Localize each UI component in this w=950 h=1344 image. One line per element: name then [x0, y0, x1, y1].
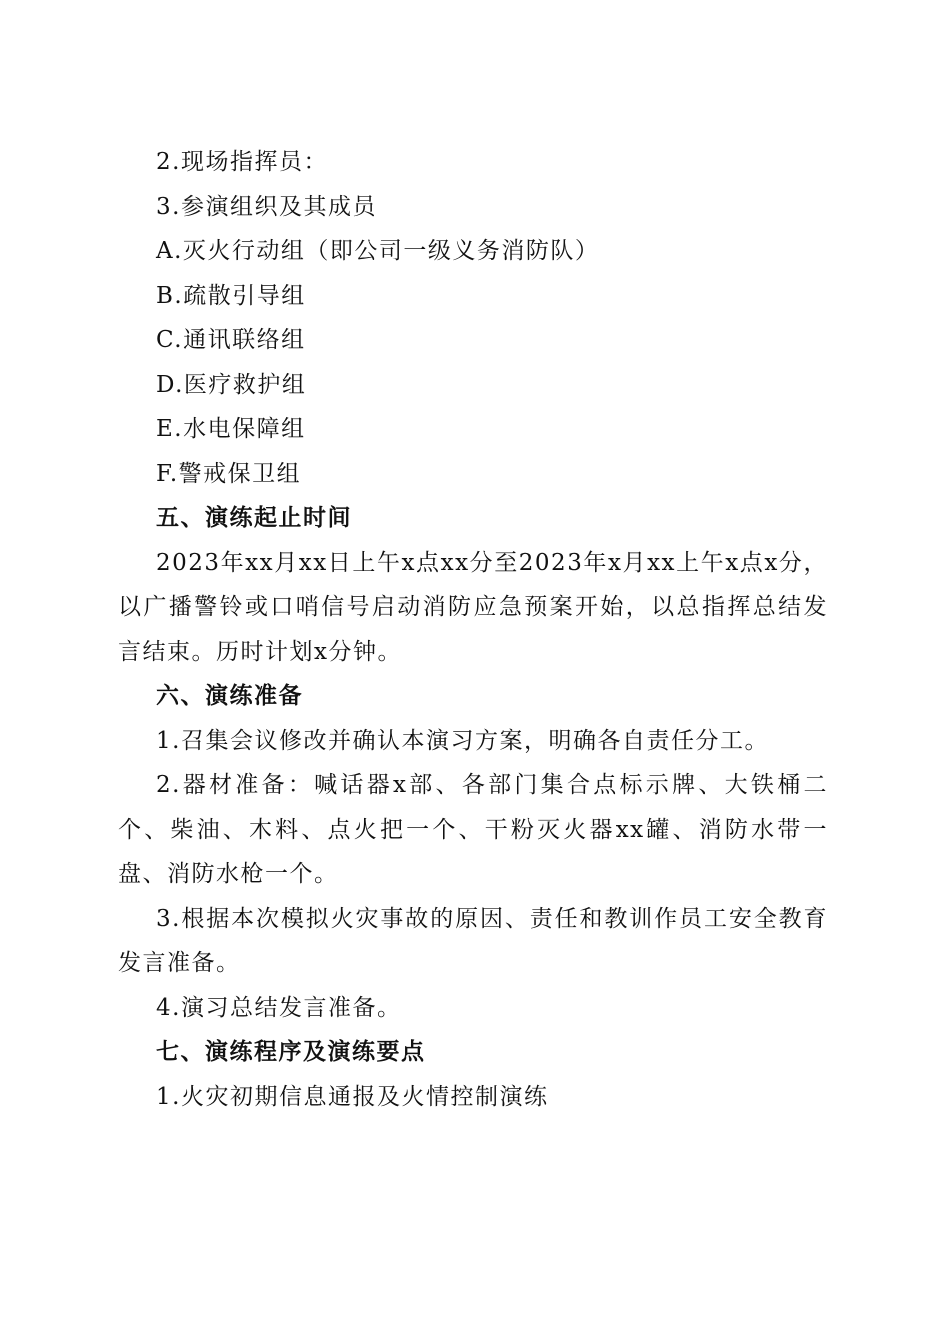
- preparation-item: 4.演习总结发言准备。: [156, 994, 402, 1021]
- list-item: B.疏散引导组: [156, 282, 306, 309]
- list-item: 2.现场指挥员：: [156, 149, 328, 175]
- procedure-item: 1.火灾初期信息通报及火情控制演练: [156, 1083, 549, 1110]
- preparation-item: 2.器材准备：喊话器x部、各部门集合点标示牌、大铁桶二个、柴油、木料、点火把一个、干粉灭火器xx罐、消防水带一盘、消防水枪一个。: [118, 772, 828, 887]
- list-item: D.医疗救护组: [156, 371, 307, 398]
- section-heading-procedure: 七、演练程序及演练要点: [156, 1039, 426, 1065]
- preparation-item: 1.召集会议修改并确认本演习方案，明确各自责任分工。: [156, 727, 769, 754]
- section-heading-preparation: 六、演练准备: [156, 683, 303, 709]
- timing-paragraph: 2023年xx月xx日上午x点xx分至2023年x月xx上午x点x分，以广播警铃或口哨信号启动消防应急预案开始，以总指挥总结发言结束。历时计划x分钟。: [118, 549, 828, 665]
- preparation-item: 3.根据本次模拟火灾事故的原因、责任和教训作员工安全教育发言准备。: [118, 905, 828, 976]
- document-body: [118, 140, 828, 1119]
- list-item: F.警戒保卫组: [156, 460, 302, 487]
- section-heading-timing: 五、演练起止时间: [156, 505, 352, 531]
- list-item: 3.参演组织及其成员: [156, 193, 377, 220]
- list-item: C.通讯联络组: [156, 327, 306, 353]
- list-item: A.灭火行动组（即公司一级义务消防队）: [156, 238, 600, 264]
- list-item: E.水电保障组: [156, 416, 306, 442]
